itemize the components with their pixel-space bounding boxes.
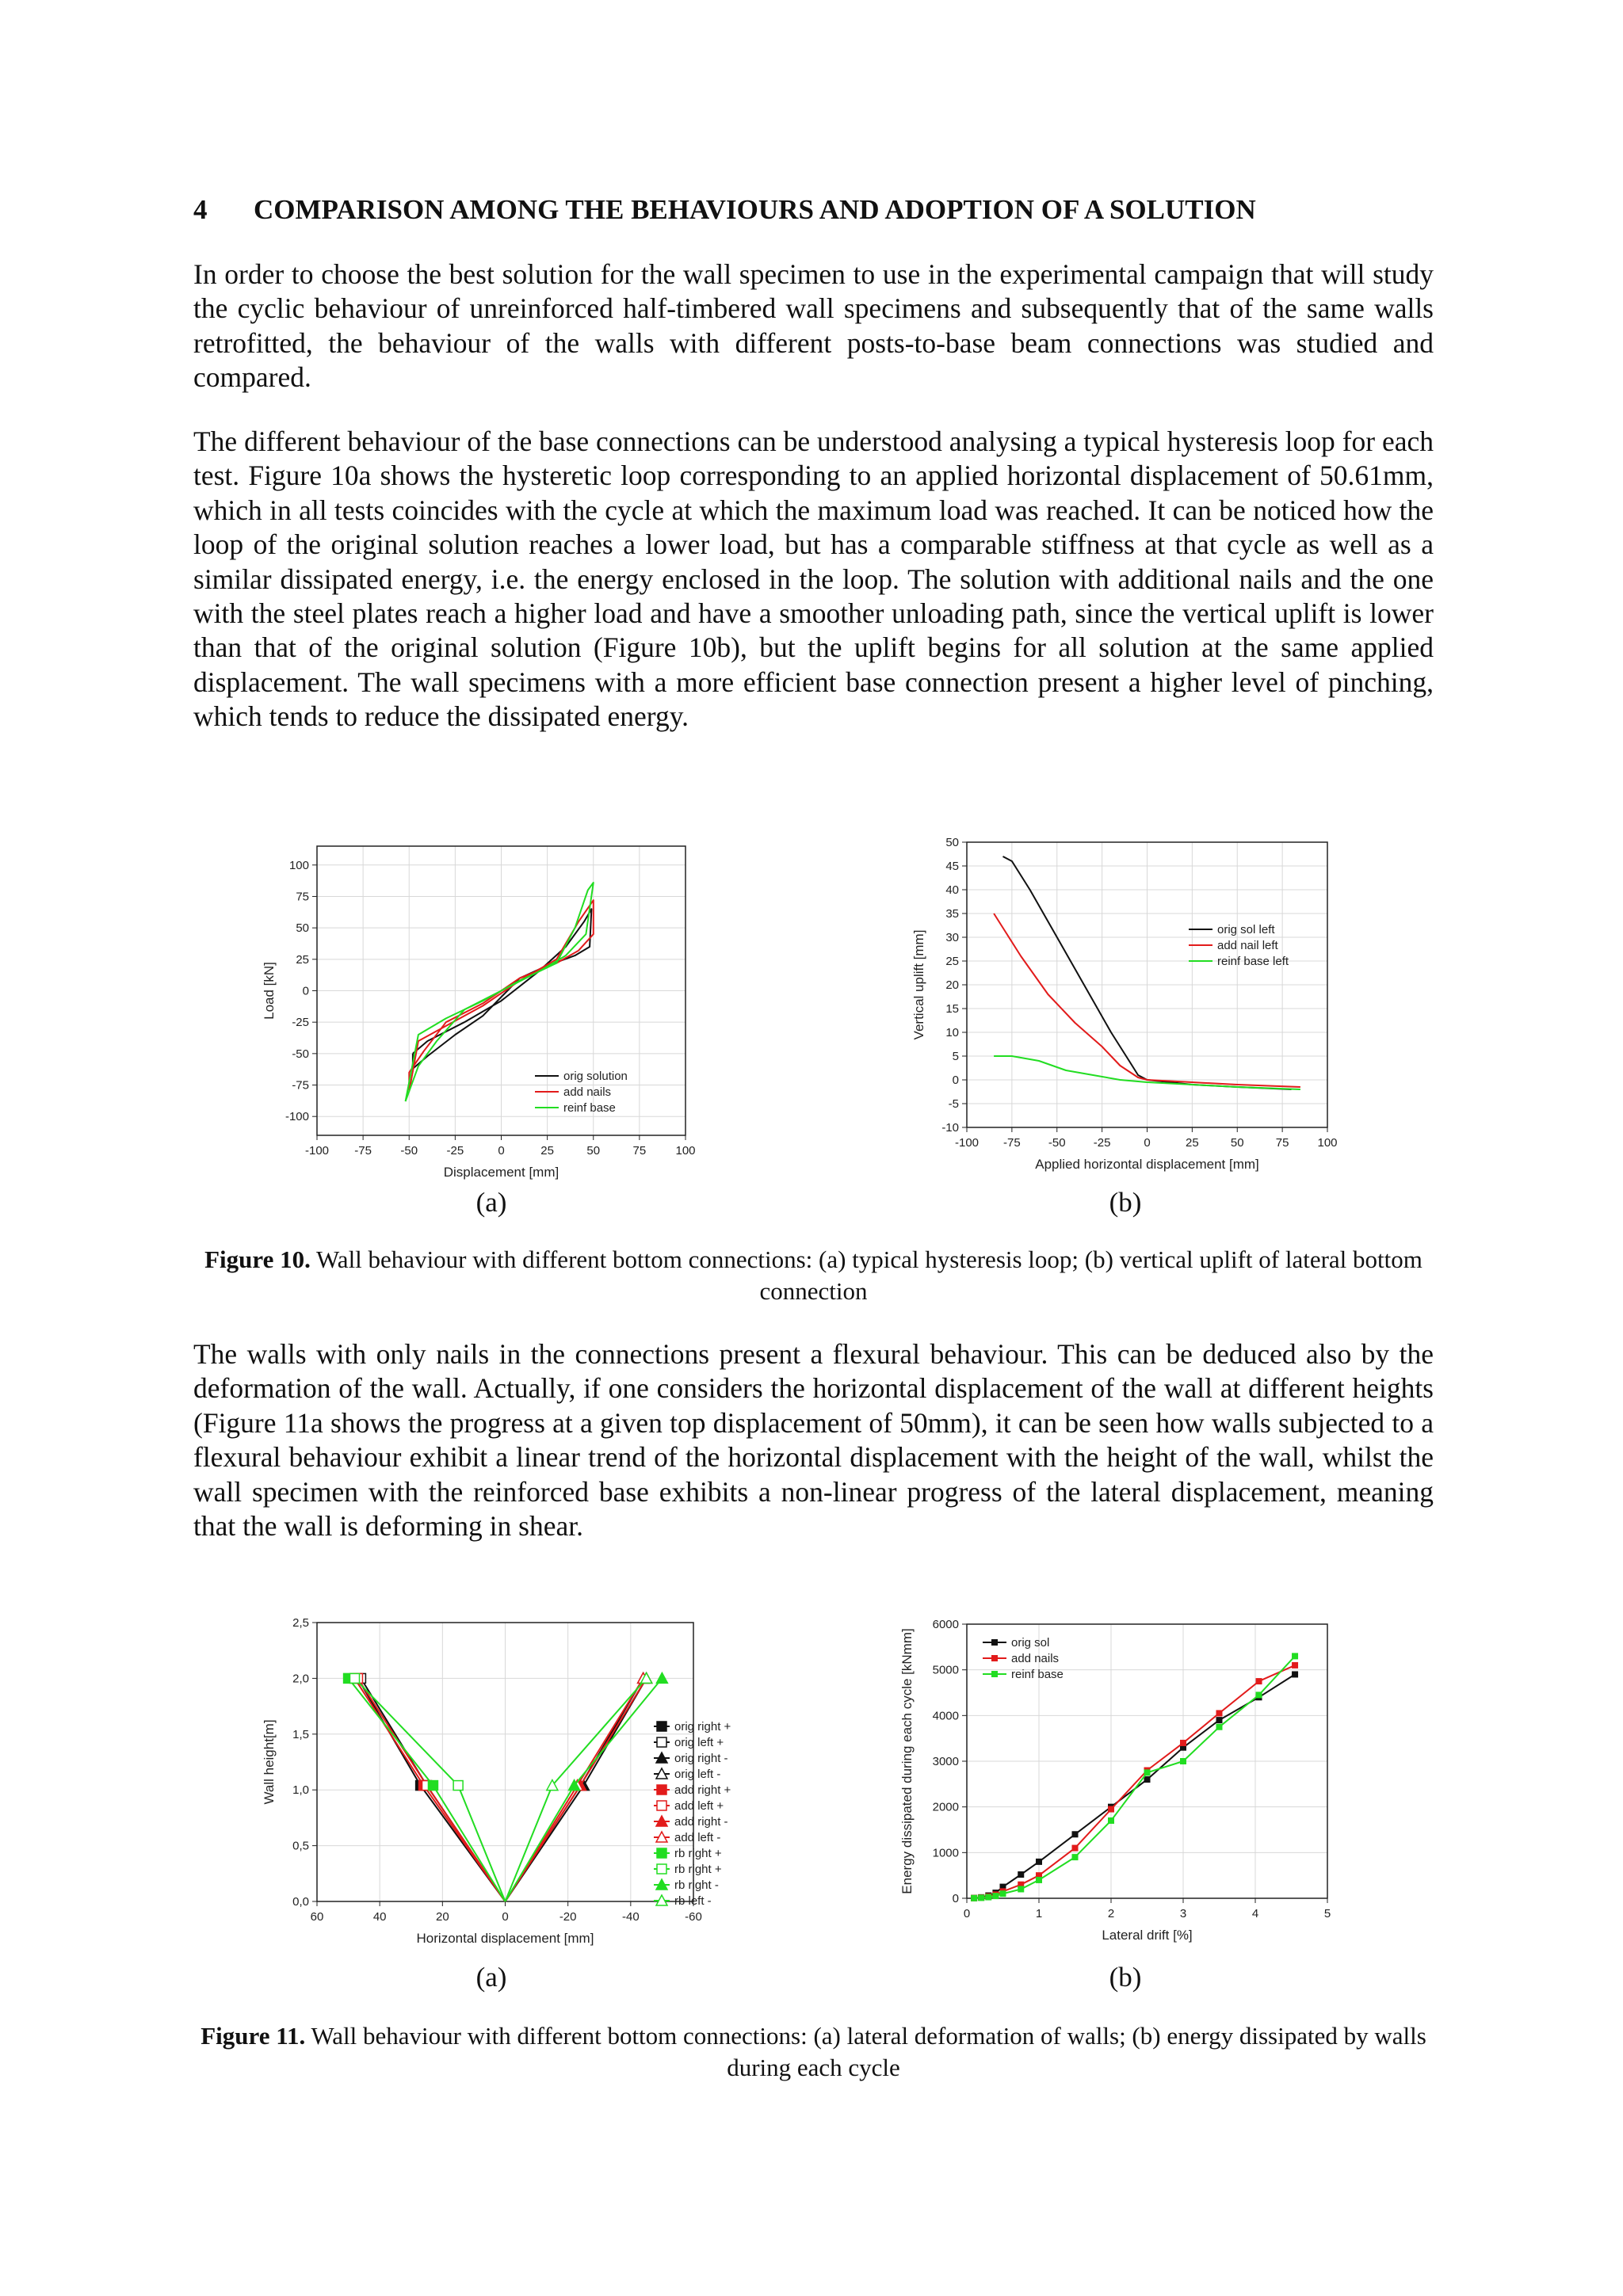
data-point	[1216, 1724, 1223, 1730]
legend-label: rb right -	[674, 1878, 719, 1892]
y-tick-label: 30	[945, 931, 959, 944]
x-tick-label: 75	[1275, 1136, 1289, 1150]
series-line-reinf-base	[406, 883, 594, 1101]
x-axis-title: Horizontal displacement [mm]	[416, 1931, 594, 1946]
x-tick-label: -100	[954, 1136, 980, 1150]
x-tick-label: 60	[310, 1910, 324, 1924]
y-tick-label: 10	[945, 1026, 959, 1039]
x-axis-title: Lateral drift [%]	[1102, 1928, 1193, 1943]
data-point	[1000, 1890, 1006, 1897]
series-line-orig-sol	[974, 1674, 1295, 1897]
x-axis-title: Displacement [mm]	[443, 1165, 559, 1180]
series-line-reinf-base	[974, 1656, 1295, 1897]
legend-marker	[991, 1639, 998, 1646]
series-line-add-nails	[974, 1665, 1295, 1898]
y-tick-label: 25	[945, 955, 959, 968]
y-tick-label: 6000	[932, 1618, 959, 1631]
x-tick-label: 100	[1317, 1136, 1338, 1150]
section-number: 4	[193, 194, 208, 225]
y-tick-label: 3000	[932, 1755, 959, 1768]
section-heading	[193, 193, 1430, 227]
legend-label: add nails	[563, 1085, 612, 1099]
x-tick-label: -60	[685, 1910, 702, 1924]
figure-11-caption	[193, 2020, 1434, 2084]
x-tick-label: -75	[354, 1144, 372, 1158]
data-point	[1292, 1653, 1298, 1659]
y-tick-label: -25	[292, 1016, 309, 1030]
data-point	[1256, 1678, 1262, 1684]
figure-11b-energy-chart	[880, 1607, 1371, 1963]
legend-marker	[657, 1848, 666, 1858]
data-point	[978, 1894, 984, 1901]
data-point	[1292, 1671, 1298, 1677]
legend-label: rb right +	[674, 1863, 722, 1876]
legend-label: reinf base	[1011, 1668, 1064, 1681]
y-tick-label: 25	[296, 952, 309, 967]
y-tick-label: -100	[285, 1110, 309, 1124]
y-tick-label: 1,5	[292, 1727, 309, 1741]
legend-label: add right +	[674, 1783, 731, 1797]
figure-11a-label: (a)	[475, 1962, 507, 1993]
figure-10a-hysteresis-chart	[238, 830, 729, 1195]
y-tick-label: 0,5	[292, 1839, 309, 1853]
x-tick-label: 50	[586, 1144, 601, 1158]
y-tick-label: 20	[945, 978, 959, 992]
data-point	[1036, 1859, 1042, 1865]
y-axis-title: Vertical uplift [mm]	[911, 929, 926, 1040]
figure-10-caption-label: Figure 10.	[204, 1245, 311, 1273]
data-point	[1072, 1845, 1079, 1852]
x-tick-label: 4	[1251, 1907, 1259, 1920]
x-tick-label: -25	[1093, 1136, 1111, 1150]
y-tick-label: 50	[296, 921, 309, 936]
y-tick-label: 1000	[932, 1846, 959, 1860]
y-tick-label: 2,0	[292, 1672, 309, 1686]
legend-label: reinf base left	[1217, 955, 1289, 968]
data-point	[1108, 1806, 1114, 1813]
y-tick-label: 0,0	[292, 1895, 309, 1909]
x-tick-label: 20	[435, 1910, 449, 1924]
data-point	[350, 1673, 360, 1683]
figure-10b-uplift-chart	[880, 830, 1371, 1195]
legend-marker	[657, 1864, 666, 1874]
data-point	[1072, 1854, 1079, 1860]
x-tick-label: 0	[498, 1144, 505, 1158]
paragraph-3: The walls with only nails in the connections present a flexural behaviour. This can be deduced also by the deformation of the wall. Actually, if one considers the horizontal displacement of the wall at different heights (Figure 11a shows the progress at a given top displacement of 50mm), it can be seen how walls subjected to a flexural behaviour exhibit a linear trend of the horizontal displacement with the height of the wall, whilst the wall specimen with the reinforced base exhibits a non-linear progress of the lateral displacement, meaning that the wall is deforming in shear.	[193, 1338, 1434, 1543]
x-axis-title: Applied horizontal displacement [mm]	[1035, 1157, 1259, 1172]
legend-label: orig sol	[1011, 1636, 1050, 1650]
legend-label: add nails	[1011, 1652, 1060, 1665]
legend-label: orig sol left	[1217, 923, 1275, 936]
y-tick-label: 0	[302, 984, 309, 998]
legend-label: add left -	[674, 1831, 721, 1844]
data-point	[656, 1672, 667, 1683]
x-tick-label: 50	[1230, 1136, 1244, 1150]
figure-10b-label: (b)	[1109, 1187, 1142, 1218]
legend-marker	[991, 1655, 998, 1661]
legend-marker	[657, 1737, 666, 1747]
figure-11-caption-text: Wall behaviour with different bottom connections: (a) lateral deformation of walls; (b) energy dissipated by walls during each cycle	[305, 2022, 1426, 2081]
x-tick-label: 25	[540, 1144, 554, 1158]
data-point	[1018, 1886, 1024, 1892]
x-tick-label: -75	[1003, 1136, 1021, 1150]
legend-marker	[991, 1671, 998, 1677]
data-point	[1180, 1758, 1186, 1764]
y-tick-label: 5	[952, 1050, 959, 1063]
figure-10a-label: (a)	[475, 1187, 507, 1218]
legend-label: rb right +	[674, 1847, 722, 1860]
x-tick-label: -100	[304, 1144, 330, 1158]
y-tick-label: 40	[945, 883, 959, 897]
data-point	[992, 1893, 999, 1899]
y-tick-label: 4000	[932, 1709, 959, 1723]
legend-label: add left +	[674, 1799, 724, 1813]
x-tick-label: -50	[1048, 1136, 1066, 1150]
data-point	[971, 1895, 977, 1901]
data-point	[1144, 1776, 1151, 1783]
x-tick-label: -20	[559, 1910, 577, 1924]
paragraph-1: In order to choose the best solution for the wall specimen to use in the experimental campaign that will study the cyclic behaviour of unreinforced half-timbered wall specimens and subsequently that of the same walls retrofitted, the behaviour of the walls with different posts-to-base beam connections was studied and compared.	[193, 258, 1434, 394]
y-tick-label: 35	[945, 907, 959, 921]
y-tick-label: 100	[288, 858, 309, 872]
legend-label: orig right +	[674, 1720, 731, 1733]
x-tick-label: 0	[963, 1907, 971, 1920]
section-title: COMPARISON AMONG THE BEHAVIOURS AND ADOPTION OF A SOLUTION	[254, 194, 1256, 225]
x-tick-label: 40	[372, 1910, 387, 1924]
data-point	[428, 1781, 437, 1791]
x-tick-label: -50	[400, 1144, 418, 1158]
data-point	[1216, 1717, 1223, 1723]
data-point	[1036, 1877, 1042, 1883]
x-tick-label: 2	[1107, 1907, 1115, 1920]
legend-label: rb left -	[674, 1894, 712, 1908]
legend-label: orig solution	[563, 1070, 628, 1083]
y-tick-label: 75	[296, 890, 309, 904]
legend-label: orig left -	[674, 1768, 721, 1781]
figure-10-caption	[193, 1244, 1434, 1307]
figure-11a-deformation-chart	[238, 1607, 777, 1963]
legend-label: reinf base	[563, 1101, 616, 1115]
y-tick-label: 0	[952, 1074, 959, 1087]
y-tick-label: 15	[945, 1002, 959, 1016]
data-point	[1216, 1710, 1223, 1716]
y-tick-label: -5	[948, 1097, 959, 1111]
legend-marker	[657, 1722, 666, 1731]
x-tick-label: 5	[1323, 1907, 1331, 1920]
y-tick-label: 0	[952, 1892, 959, 1905]
y-tick-label: -10	[941, 1121, 959, 1135]
y-tick-label: -50	[292, 1047, 309, 1061]
legend-marker	[657, 1801, 666, 1810]
y-tick-label: 2000	[932, 1800, 959, 1814]
x-tick-label: 1	[1035, 1907, 1043, 1920]
paragraph-2: The different behaviour of the base connections can be understood analysing a typical hysteresis loop for each test. Figure 10a shows the hysteretic loop corresponding to an applied horizontal displacement of 50.61mm, which in all tests coincides with the cycle at which the maximum load was reached. It can be noticed how the loop of the original solution reaches a lower load, but has a comparable stiffness at that cycle as well as a similar dissipated energy, i.e. the energy enclosed in the loop. The solution with additional nails and the one with the steel plates reach a higher load and have a smoother unloading path, since the vertical uplift is lower than that of the original solution (Figure 10b), but the uplift begins for all solution at the same applied displacement. The wall specimens with a more efficient base connection present a higher level of pinching, which tends to reduce the dissipated energy.	[193, 425, 1434, 733]
y-tick-label: 50	[945, 836, 959, 849]
legend-label: orig left +	[674, 1736, 724, 1749]
x-tick-label: 0	[1144, 1136, 1151, 1150]
data-point	[1018, 1871, 1024, 1878]
legend-label: add right -	[674, 1815, 728, 1829]
x-tick-label: -40	[621, 1910, 640, 1924]
figure-11b-label: (b)	[1109, 1962, 1142, 1993]
data-point	[1292, 1662, 1298, 1669]
y-tick-label: 1,0	[292, 1783, 309, 1798]
x-tick-label: 75	[632, 1144, 647, 1158]
x-tick-label: 25	[1186, 1136, 1199, 1150]
legend-marker	[657, 1785, 666, 1794]
y-tick-label: 45	[945, 860, 959, 873]
x-tick-label: 100	[675, 1144, 696, 1158]
data-point	[1256, 1691, 1262, 1698]
data-point	[1108, 1817, 1114, 1824]
figure-11-caption-label: Figure 11.	[200, 2022, 306, 2050]
y-axis-title: Load [kN]	[262, 962, 277, 1020]
y-tick-label: 2,5	[292, 1616, 309, 1630]
data-point	[1180, 1740, 1186, 1746]
data-point	[453, 1781, 463, 1791]
x-tick-label: 0	[502, 1910, 509, 1924]
data-point	[985, 1894, 991, 1901]
data-point	[1072, 1831, 1079, 1837]
legend-label: add nail left	[1217, 939, 1278, 952]
x-tick-label: -25	[446, 1144, 464, 1158]
legend-label: orig right -	[674, 1752, 728, 1765]
y-axis-title: Energy dissipated during each cycle [kNmm]	[899, 1628, 915, 1894]
y-tick-label: 5000	[932, 1663, 959, 1677]
figure-10-caption-text: Wall behaviour with different bottom connections: (a) typical hysteresis loop; (b) vertical uplift of lateral bottom connection	[310, 1245, 1423, 1305]
series-line-orig-solution	[413, 909, 592, 1069]
y-tick-label: -75	[292, 1078, 309, 1093]
data-point	[1144, 1769, 1151, 1775]
y-axis-title: Wall height[m]	[262, 1719, 277, 1805]
x-tick-label: 3	[1179, 1907, 1187, 1920]
